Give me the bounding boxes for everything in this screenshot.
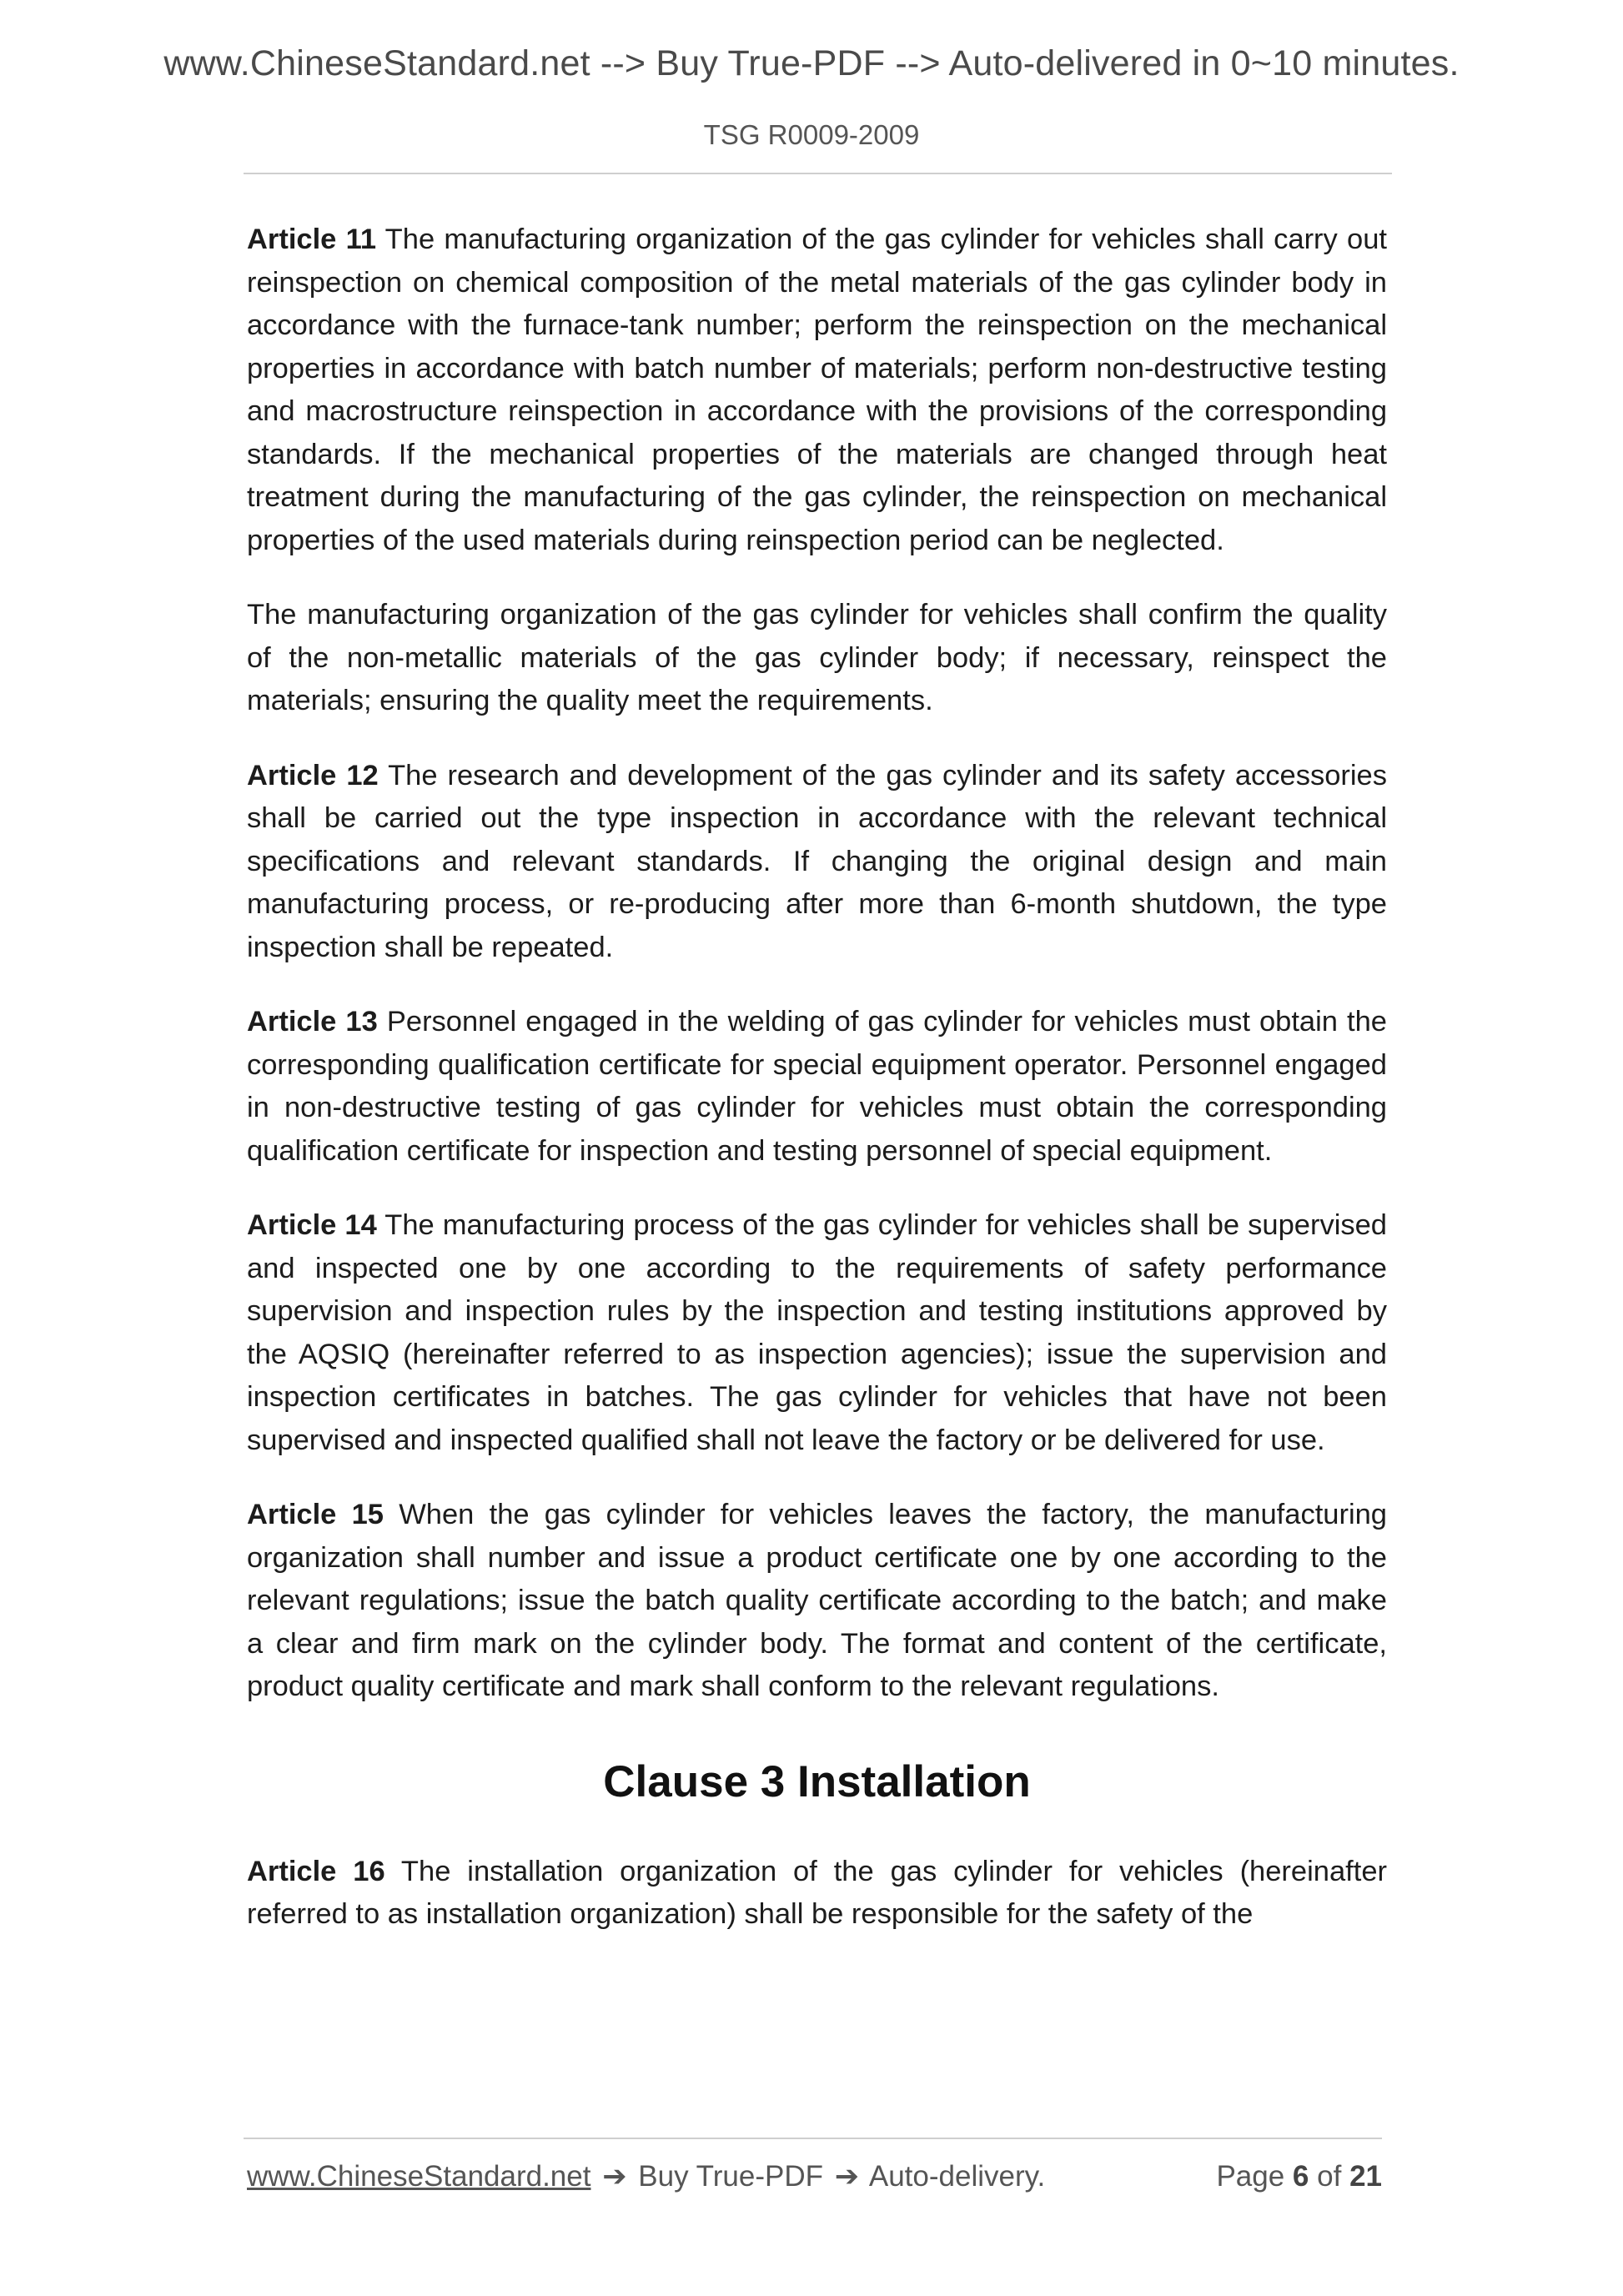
footer-buy-text: Buy True-PDF — [638, 2160, 823, 2193]
article-13 — [247, 1001, 1387, 1173]
right-arrow-icon: ➔ — [602, 2160, 627, 2193]
right-arrow-icon: ➔ — [834, 2160, 860, 2193]
footer-site-link[interactable]: www.ChineseStandard.net — [247, 2160, 591, 2193]
article-14 — [247, 1204, 1387, 1462]
article-15 — [247, 1494, 1387, 1709]
footer-delivery-text: Auto-delivery. — [868, 2160, 1046, 2193]
document-code: TSG R0009-2009 — [703, 119, 920, 150]
article-label: Article 12 — [247, 759, 379, 791]
top-banner[interactable]: www.ChineseStandard.net --> Buy True-PDF --> Auto-delivered in 0~10 minutes. — [163, 43, 1460, 83]
article-16 — [247, 1851, 1387, 1937]
page-number — [1216, 2160, 1382, 2193]
article-text: Personnel engaged in the welding of gas cylinder for vehicles must obtain the corresponding qualification certificate for special equipment operator. Personnel engaged in non-destructive testing of gas cylinder for vehicles must obtain the corresponding qualification certificate for inspection and testing personnel of special equipment. — [247, 1006, 1387, 1167]
article-11 — [247, 219, 1387, 562]
footer-divider — [244, 2138, 1382, 2139]
article-text: The installation organization of the gas cylinder for vehicles (hereinafter referred to as installation organization) shall be responsible for the safety of the — [247, 1855, 1387, 1930]
article-text: The manufacturing organization of the gas cylinder for vehicles shall carry out reinspection on chemical composition of the metal materials of the gas cylinder body in accordance with the furnace-tank number; perform the reinspection on the mechanical properties in accordance with batch number of materials; perform non-destructive testing and macrostructure reinspection in accordance with the provisions of the corresponding standards. If the mechanical properties of the materials are changed through heat treatment during the manufacturing of the gas cylinder, the reinspection on mechanical properties of the used materials during reinspection period can be neglected. — [247, 224, 1387, 556]
article-label: Article 15 — [247, 1499, 384, 1530]
page-content — [247, 219, 1387, 1968]
article-label: Article 13 — [247, 1006, 378, 1037]
article-label: Article 11 — [247, 224, 377, 255]
article-label: Article 16 — [247, 1855, 385, 1887]
footer-promo — [247, 2160, 1045, 2193]
article-text: The manufacturing process of the gas cylinder for vehicles shall be supervised and inspected one by one according to the requirements of safety performance supervision and inspection rules by the inspection and testing institutions approved by the AQSIQ (hereinafter referred to as inspection agencies); issue the supervision and inspection certificates in batches. The gas cylinder for vehicles that have not been supervised and inspected qualified shall not leave the factory or be delivered for use. — [247, 1209, 1387, 1456]
header-divider — [244, 173, 1392, 174]
article-12 — [247, 755, 1387, 970]
article-text: The manufacturing organization of the gas cylinder for vehicles shall confirm the quality of the non-metallic materials of the gas cylinder body; if necessary, reinspect the materials; ensuring the quality meet the requirements. — [247, 599, 1387, 716]
article-label: Article 14 — [247, 1209, 377, 1241]
article-text: When the gas cylinder for vehicles leaves the factory, the manufacturing organization shall number and issue a product certificate one by one according to the relevant regulations; issue the batch quality certificate according to the batch; and make a clear and firm mark on the cylinder body. The format and content of the certificate, product quality certificate and mark shall conform to the relevant regulations. — [247, 1499, 1387, 1702]
page-of: of — [1317, 2160, 1342, 2193]
article-text: The research and development of the gas cylinder and its safety accessories shall be carried out the type inspection in accordance with the relevant technical specifications and relevant standards. If changing the original design and main manufacturing process, or re-producing after more than 6-month shutdown, the type inspection shall be repeated. — [247, 759, 1387, 963]
clause-heading: Clause 3 Installation — [603, 1756, 1031, 1806]
page-label: Page — [1216, 2160, 1285, 2193]
article-11-continued — [247, 594, 1387, 723]
page-current: 6 — [1292, 2160, 1309, 2193]
page-total: 21 — [1349, 2160, 1382, 2193]
